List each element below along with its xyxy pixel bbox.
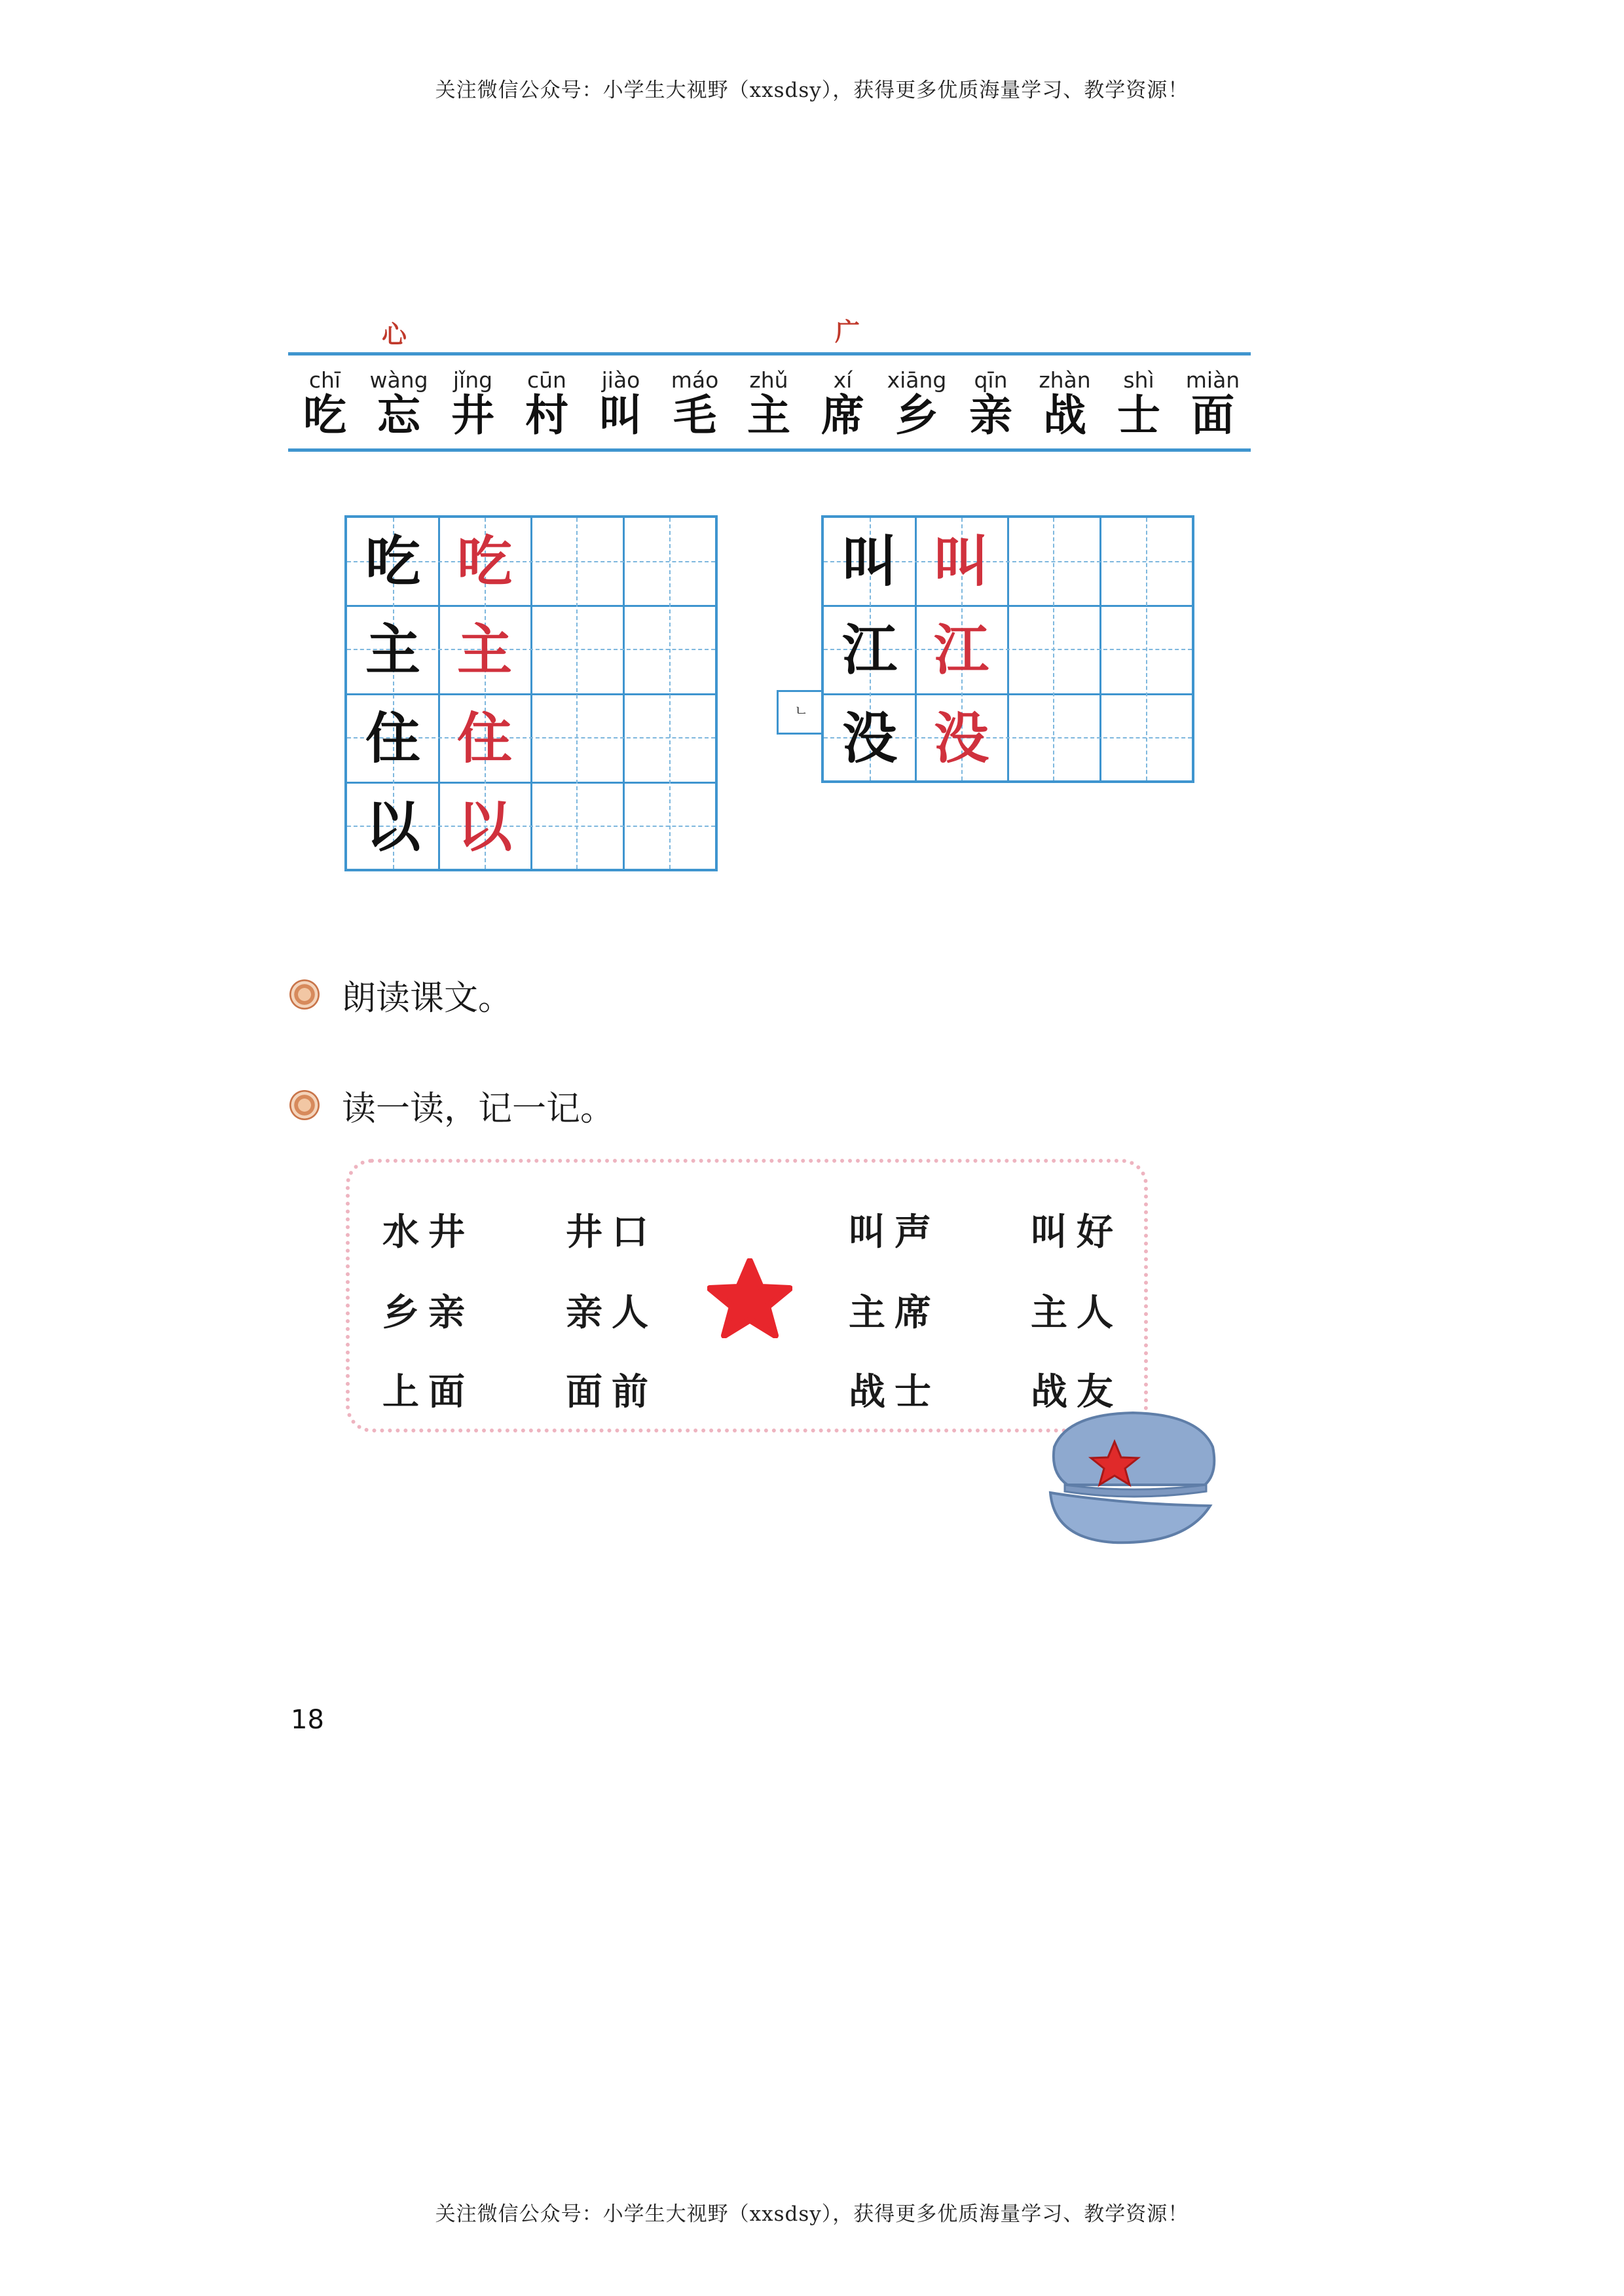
top-watermark: 关注微信公众号：小学生大视野（xxsdsy），获得更多优质海量学习、教学资源！ — [435, 79, 1189, 102]
grid-model-char: 没 — [841, 706, 897, 771]
word-item: 主人 — [1031, 1291, 1122, 1334]
word-item: 上面 — [382, 1370, 474, 1413]
word-item: 战士 — [849, 1370, 940, 1413]
pinyin-label: wàng — [369, 367, 428, 393]
word-item: 主席 — [849, 1291, 940, 1334]
pinyin-label: cūn — [527, 367, 566, 393]
pinyin-label: zhàn — [1039, 367, 1091, 393]
grid-model-char: 吃 — [365, 529, 420, 594]
grid-trace-char: 没 — [933, 706, 989, 771]
pinyin-label: xiāng — [887, 367, 947, 393]
hanzi-label: 毛 — [673, 390, 716, 441]
grid-trace-char: 江 — [933, 617, 989, 682]
writing-grid-right — [821, 515, 1194, 783]
word-item: 叫好 — [1031, 1211, 1122, 1254]
grid-model-char: 住 — [365, 706, 420, 771]
pinyin-label: máo — [671, 367, 719, 393]
writing-grid-left — [344, 515, 718, 871]
hanzi-label: 吃 — [303, 390, 346, 441]
pinyin-label: jǐng — [452, 367, 493, 393]
red-star-icon — [707, 1258, 792, 1338]
grid-trace-char: 主 — [456, 617, 512, 682]
hanzi-label: 亲 — [969, 390, 1012, 441]
grid-model-char: 叫 — [841, 529, 897, 594]
pinyin-label: qīn — [974, 367, 1008, 393]
bottom-watermark: 关注微信公众号：小学生大视野（xxsdsy），获得更多优质海量学习、教学资源！ — [435, 2202, 1189, 2226]
word-item: 战友 — [1031, 1370, 1122, 1413]
pinyin-label: chī — [308, 367, 341, 393]
hanzi-label: 主 — [747, 390, 790, 441]
hanzi-label: 席 — [821, 390, 864, 441]
stroke-hint-tab — [777, 690, 821, 735]
radical-heart: 心 — [382, 319, 407, 349]
page-number: 18 — [291, 1705, 324, 1735]
hanzi-label: 叫 — [599, 390, 642, 441]
hanzi-label: 忘 — [377, 390, 420, 441]
grid-model-char: 江 — [841, 617, 897, 682]
army-cap-icon — [1041, 1408, 1225, 1552]
word-item: 井口 — [566, 1211, 657, 1254]
section-read-aloud: 朗读课文。 — [342, 979, 513, 1018]
grid-trace-char: 以 — [456, 794, 512, 859]
section-bullet-icon — [289, 1090, 320, 1120]
hanzi-label: 村 — [525, 390, 568, 441]
word-item: 乡亲 — [382, 1291, 474, 1334]
pinyin-label: jiào — [601, 367, 640, 393]
hanzi-label: 乡 — [895, 390, 938, 441]
grid-model-char: 主 — [365, 617, 420, 682]
word-item: 叫声 — [849, 1211, 940, 1254]
word-item: 亲人 — [566, 1291, 657, 1334]
pinyin-label: shì — [1123, 367, 1154, 393]
grid-trace-char: 住 — [456, 706, 512, 771]
hanzi-label: 战 — [1043, 390, 1086, 441]
radical-shelter: 广 — [835, 317, 860, 346]
pinyin-label: zhǔ — [749, 367, 788, 393]
grid-trace-char: 叫 — [933, 529, 989, 594]
hanzi-label: 士 — [1117, 390, 1160, 441]
word-item: 面前 — [566, 1370, 657, 1413]
grid-trace-char: 吃 — [456, 529, 512, 594]
section-read-remember: 读一读，记一记。 — [342, 1089, 615, 1129]
pinyin-label: xí — [833, 367, 853, 393]
hanzi-label: 井 — [451, 390, 494, 441]
stroke-hint-label: ㄴ — [794, 703, 809, 720]
new-characters-band — [288, 352, 1251, 452]
section-bullet-icon — [289, 979, 320, 1010]
word-item: 水井 — [382, 1211, 474, 1254]
hanzi-label: 面 — [1191, 390, 1234, 441]
pinyin-label: miàn — [1185, 367, 1240, 393]
grid-model-char: 以 — [365, 794, 420, 859]
